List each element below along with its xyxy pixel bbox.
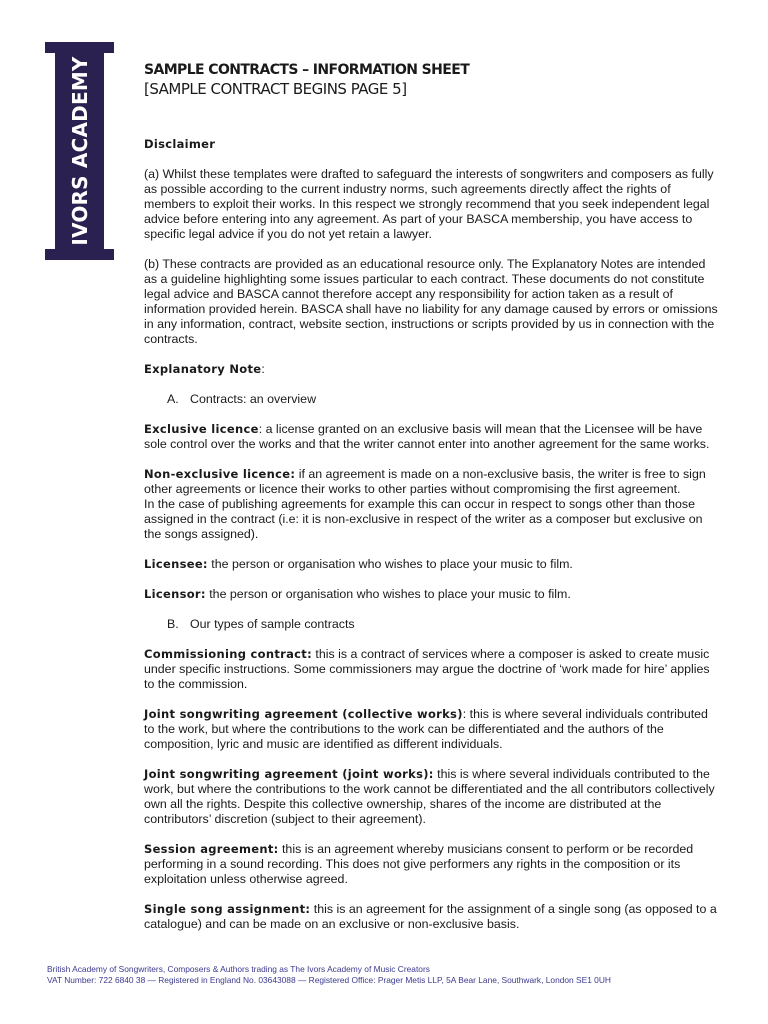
definition-session-agreement	[144, 842, 719, 887]
list-marker: B.	[167, 617, 179, 631]
term: Exclusive licence	[144, 422, 259, 436]
term: Session agreement:	[144, 842, 279, 856]
definition-licensee	[144, 557, 719, 572]
definition-exclusive-licence	[144, 422, 719, 452]
list-item-a	[144, 392, 719, 407]
definition-joint-collective	[144, 707, 719, 752]
explanatory-heading-line	[144, 362, 719, 377]
disclaimer-heading: Disclaimer	[144, 137, 216, 151]
definition-joint-works	[144, 767, 719, 827]
document-subtitle: [SAMPLE CONTRACT BEGINS PAGE 5]	[144, 80, 407, 98]
definition-text: : a license granted on an exclusive basis will mean that the Licensee will be have sole control over the works and that the writer cannot enter into another agreement for the same works.	[144, 422, 710, 451]
list-marker: A.	[167, 392, 179, 406]
term: Joint songwriting agreement (collective works)	[144, 707, 463, 721]
document-title: SAMPLE CONTRACTS – INFORMATION SHEET	[144, 62, 470, 78]
definition-text: the person or organisation who wishes to place your music to film.	[207, 557, 573, 571]
definition-text: if an agreement is made on a non-exclusive basis, the writer is free to sign other agreements or licence their works to other parties without compromising the first agreement.	[144, 467, 706, 496]
definition-commissioning-contract	[144, 647, 719, 692]
term: Commissioning contract:	[144, 647, 312, 661]
term: Joint songwriting agreement (joint works):	[144, 767, 434, 781]
footer-line-2: VAT Number: 722 6840 38 — Registered in England No. 03643088 — Registered Office: Prager Metis LLP, 5A Bear Lane, Southwark, London SE1 0UH	[47, 975, 611, 985]
list-item-b	[144, 617, 719, 632]
definition-single-song-assignment	[144, 902, 719, 932]
explanatory-heading: Explanatory Note	[144, 362, 262, 376]
ivors-academy-logo	[45, 42, 114, 260]
list-item-text: Our types of sample contracts	[190, 617, 355, 631]
logo-bottom-bar	[45, 249, 114, 260]
definition-text: the person or organisation who wishes to place your music to film.	[205, 587, 571, 601]
definition-text: : this is where several individuals contributed to the work, but where the contributions to the work can be differentiated and the authors of the composition, lyric and music are identified as different individuals.	[144, 707, 708, 751]
term: Licensee:	[144, 557, 208, 571]
definition-licensor	[144, 587, 719, 602]
list-item-text: Contracts: an overview	[190, 392, 317, 406]
definition-text: this is where several individuals contributed to the work, but where the contributions to the work cannot be differentiated and the all contributors collectively own all the rights. Despite this collective ownership, shares of the income are distributed at the contributors’ discretion (subject to their agreement).	[144, 767, 715, 826]
definition-non-exclusive-note: In the case of publishing agreements for example this can occur in respect to songs other than those assigned in the contract (i.e: it is non-exclusive in respect of the writer as a composer but exclusive on the songs assigned).	[144, 497, 703, 541]
disclaimer-paragraph-b: (b) These contracts are provided as an educational resource only. The Explanatory Notes are intended as a guideline highlighting some issues particular to each contract. These documents do not constitute legal advice and BASCA cannot therefore accept any responsibility for action taken as a result of information provided herein. BASCA shall have no liability for any damage caused by errors or omissions in any information, contract, website section, instructions or scripts provided by us in connection with the contracts.	[144, 257, 718, 346]
logo-text: IVORS ACADEMY	[67, 56, 92, 246]
term: Non-exclusive licence:	[144, 467, 296, 481]
definition-non-exclusive-licence	[144, 467, 719, 497]
footer-line-1: British Academy of Songwriters, Composers & Authors trading as The Ivors Academy of Music Creators	[47, 964, 430, 974]
page-footer	[47, 964, 611, 986]
definition-text: this is an agreement for the assignment of a single song (as opposed to a catalogue) and can be made on an exclusive or non-exclusive basis.	[144, 902, 717, 931]
term: Licensor:	[144, 587, 206, 601]
disclaimer-paragraph-a: (a) Whilst these templates were drafted to safeguard the interests of songwriters and composers as fully as possible according to the current industry norms, such agreements directly affect the rights of members to exploit their works. In this respect we strongly recommend that you seek independent legal advice before entering into any agreement. As part of your BASCA membership, you have access to specific legal advice if you do not yet retain a lawyer.	[144, 167, 714, 241]
definition-text: this is an agreement whereby musicians consent to perform or be recorded performing in a sound recording. This does not give performers any rights in the composition or its exploitation unless otherwise agreed.	[144, 842, 694, 886]
document-body	[144, 61, 719, 932]
logo-stem	[55, 53, 104, 249]
term: Single song assignment:	[144, 902, 311, 916]
explanatory-heading-colon: :	[261, 362, 265, 376]
logo-top-bar	[45, 42, 114, 53]
definition-text: this is a contract of services where a composer is asked to create music under specific instructions. Some commissioners may argue the doctrine of ‘work made for hire’ applies to the commission.	[144, 647, 710, 691]
